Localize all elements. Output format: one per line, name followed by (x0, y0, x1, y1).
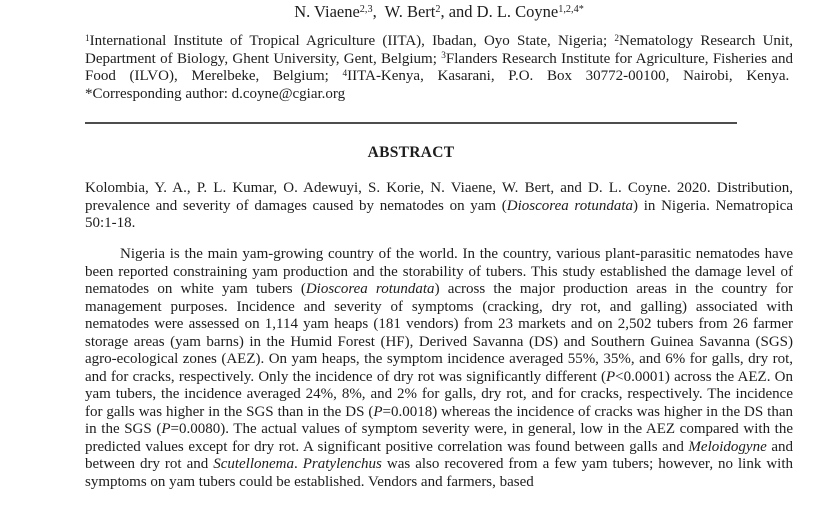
affiliations-paragraph: $^1$International Institute of Tropical Agriculture (IITA), Ibadan, Oyo State, Nigeria; $^2$Nematology Research Unit, Department of Biology, Ghent University, Gent, Belgium; $^3$Flanders Research Institute for Agriculture, Fisheries and Food (ILVO), Merelbeke, Belgium; $^4$IITA-Kenya, Kasarani, P.O. Box 30772-00100, Nairobi, Kenya. *Corresponding author: d.coyne@cgiar.org (85, 33, 793, 102)
abstract-citation-paragraph: Kolombia, Y. A., P. L. Kumar, O. Adewuyi, S. Korie, N. Viaene, W. Bert, and D. L. Coyne. 2020. Distribution, prevalence and severity of damages caused by nematodes on yam (Dioscorea rotundata) in Nigeria. Nematropica 50:1-18. (85, 180, 793, 231)
section-divider-rule (85, 122, 737, 124)
text-column (85, 0, 793, 510)
abstract-heading: ABSTRACT (367, 144, 455, 161)
abstract-body-paragraph: Nigeria is the main yam-growing country of the world. In the country, various plant-parasitic nematodes have been reported constraining yam production and the storability of tubers. This study established the damage level of nematodes on white yam tubers (Dioscorea rotundata) across the major production areas in the country for management purposes. Incidence and severity of symptoms (cracking, dry rot, and galling) associated with nematodes were assessed on 1,114 yam heaps (181 vendors) from 23 markets and on 2,502 tubers from 26 farmer storage areas (yam barns) in the Humid Forest (HF), Derived Savanna (DS) and Southern Guinea Savanna (SGS) agro-ecological zones (AEZ). On yam heaps, the symptom incidence averaged 55%, 35%, and 6% for galls, dry rot, and for cracks, respectively. Only the incidence of dry rot was significantly different (P<0.0001) across the AEZ. On yam tubers, the incidence averaged 24%, 8%, and 2% for galls, dry rot, and for cracks, respectively. The incidence for galls was higher in the SGS than in the DS (P=0.0018) whereas the incidence of cracks was higher in the DS than in the SGS (P=0.0080). The actual values of symptom severity were, in general, low in the AEZ compared with the predicted values except for dry rot. A significant positive correlation was found between galls and Meloidogyne and between dry rot and Scutellonema. Pratylenchus was also recovered from a few yam tubers; however, no link with symptoms on yam tubers could be established. Vendors and farmers, based (85, 246, 794, 490)
authors-line: N. Viaene$^{2,3}$, W. Bert$^2$, and D. L. Coyne$^{1,2,4*}$ (294, 2, 584, 21)
